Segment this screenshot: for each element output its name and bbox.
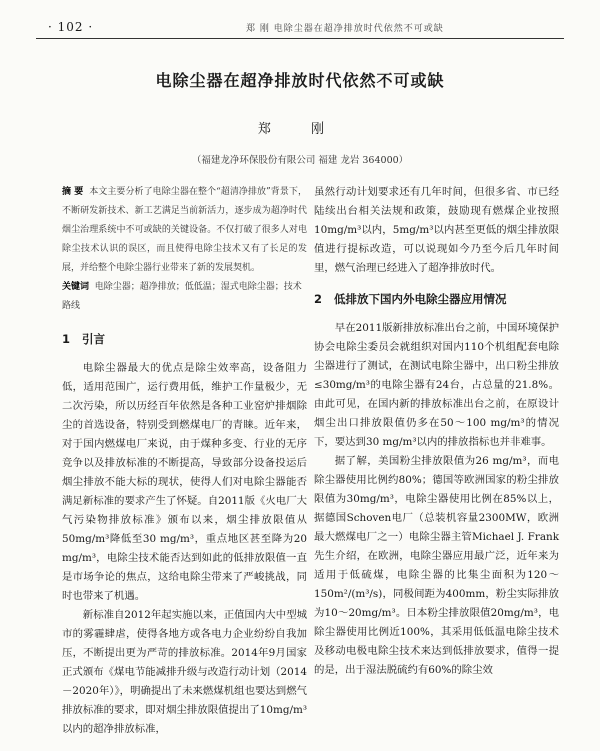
- running-title: 郑 刚 电除尘器在超净排放时代依然不可或缺: [246, 24, 444, 34]
- section-1-heading: [62, 330, 307, 349]
- section-2-number: 2: [314, 292, 323, 306]
- section-1-title: 引言: [82, 332, 106, 346]
- section-1-paragraph-1: 电除尘器最大的优点是除尘效率高，设备阻力低，适用范围广，运行费用低，维护工作量极少，无二次污染，所以历经百年依然是各种工业窑炉排烟除尘的首选设备，特别受到燃煤电厂的青睐。近年来，对于国内燃煤电厂来说，由于煤种多变、行业的无序竞争以及排放标准的不断提高，导致部分设备投运后烟尘排放不能大标的现状，使得人们对电除尘器能否满足新标准的要求产生了怀疑。自2011版《火电厂大气污染物排放标准》颁布以来，烟尘排放限值从50mg/m³降低至30 mg/m³，重点地区甚至降为20 mg/m³，电除尘技术能否达到如此的低排放限值一直是市场争论的焦点，这给电除尘带来了严峻挑战，同时也带来了机遇。: [62, 362, 307, 602]
- right-column: [314, 183, 559, 680]
- section-2-heading: [314, 290, 559, 309]
- author-name: 郑 刚: [257, 122, 343, 137]
- article-title: 电除尘器在超净排放时代依然不可或缺: [155, 71, 445, 90]
- section-1-paragraph-2-continued: 虽然行动计划要求还有几年时间，但很多省、市已经陆续出台相关法规和政策，鼓励现有燃煤企业按照10mg/m³以内，5mg/m³以内甚至更低的烟尘排放限值进行提标改造，可以说现如今乃至今后几年时间里，燃气治理已经进入了超净排放时代。: [314, 186, 559, 274]
- keywords-text: 电除尘器；超净排放；低低温；湿式电除尘器；技术路线: [62, 282, 302, 311]
- section-2-title: 低排放下国内外电除尘器应用情况: [334, 292, 507, 306]
- keywords: [62, 278, 307, 316]
- page-header: [36, 16, 564, 39]
- keywords-label: 关键词: [62, 282, 90, 292]
- left-column: [62, 183, 307, 739]
- section-1-number: 1: [62, 332, 71, 346]
- section-2-paragraph-2: 据了解，美国粉尘排放限值为26 mg/m³，而电除尘器使用比例约80%；德国等欧洲国家的粉尘排放限值为30mg/m³，电除尘器使用比例在85%以上，据德国Schoven电厂（总装机容量2300MW，欧洲最大燃煤电厂之一）电除尘器主管Michael J. Frank先生介绍，在欧洲，电除尘器应用最广泛，近年来为适用于低硫煤，电除尘器的比集尘面积为120～150m²/(m³/s)，同极间距为400mm，粉尘实际排放为10～20mg/m³。日本粉尘排放限值20mg/m³，电除尘器使用比例近100%，其采用低低温电除尘技术及移动电极电除尘技术来达到低排放要求，值得一提的是，出于湿法脱硫约有60%的除尘效: [314, 455, 559, 676]
- section-1-paragraph-2: 新标准自2012年起实施以来，正值国内大中型城市的雾霾肆虐，使得各地方或各电力企业纷纷自我加压，不断提出更为严苛的排放标准。2014年9月国家正式颁布《煤电节能减排升级与改造行动计划（2014－2020年）》，明确提出了未来燃煤机组也要达到燃气排放标准的要求，即对烟尘排放限值提出了10mg/m³以内的超净排放标准，: [62, 609, 307, 735]
- author-affiliation: （福建龙净环保股份有限公司 福建 龙岩 364000）: [191, 155, 409, 166]
- abstract: [62, 183, 307, 278]
- abstract-text: 本文主要分析了电除尘器在整个“超清净排放”背景下，不断研发新技术、新工艺满足当前新活力，逐步成为超净时代烟尘治理系统中不可或缺的关键设备。不仅打破了很多人对电除尘技术认识的误区，而且使得电除尘技术又有了长足的发展，并给整个电除尘器行业带来了新的发展契机。: [62, 187, 307, 273]
- page-number: · 102 ·: [48, 20, 94, 34]
- abstract-label: 摘 要: [62, 187, 84, 197]
- section-2-paragraph-1: 早在2011版新排放标准出台之前，中国环境保护协会电除尘委员会就组织对国内110个机组配套电除尘器进行了测试，在测试电除尘器中，出口粉尘排放≤30mg/m³的电除尘器有24台，占总量的21.8%。由此可见，在国内新的排放标准出台之前，在原设计烟尘出口排放限值仍多在50～100 mg/m³的情况下，要达到30 mg/m³以内的排放指标也并非难事。: [314, 322, 559, 448]
